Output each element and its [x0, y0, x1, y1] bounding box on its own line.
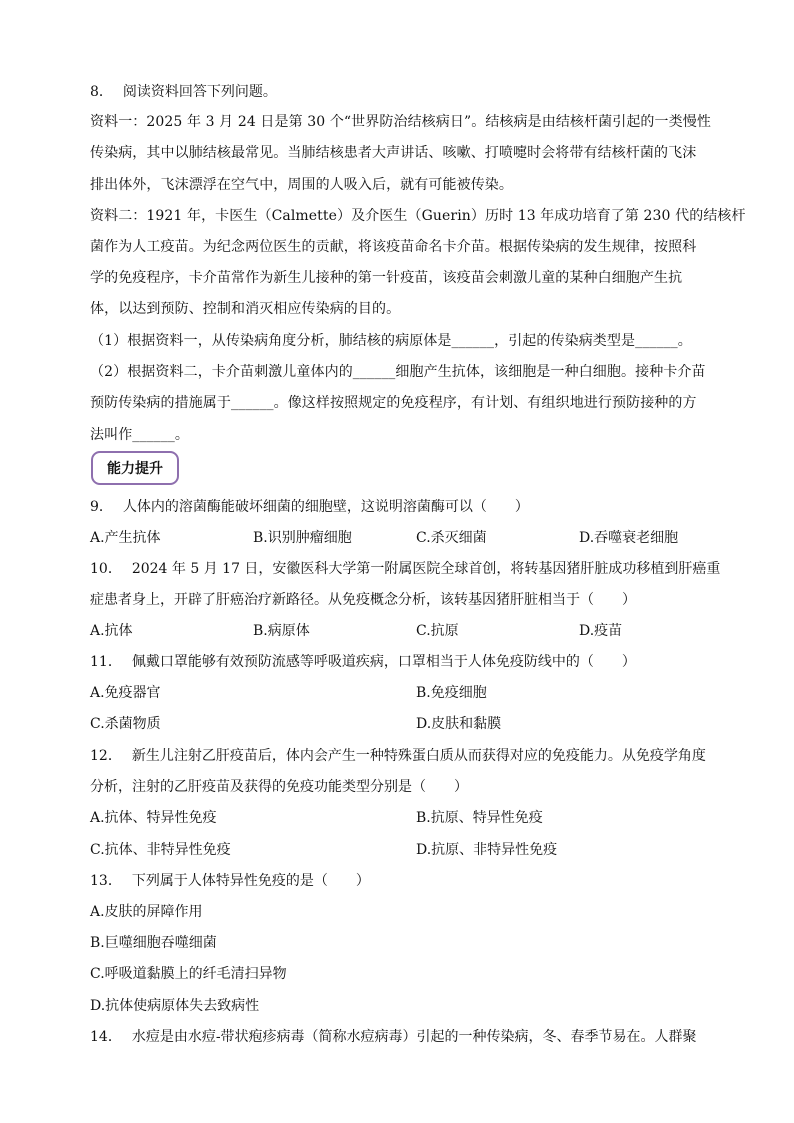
material-2-line: 学的免疫程序，卡介苗常作为新生儿接种的第一针疫苗，该疫苗会刺激儿童的某种白细胞产生抗	[90, 270, 683, 286]
option-a[interactable]: A.产生抗体	[90, 530, 161, 546]
material-1-line: 排出体外，飞沫漂浮在空气中，周围的人吸入后，就有可能被传染。	[90, 177, 513, 193]
question-10-options	[90, 621, 712, 641]
option-d[interactable]: D.吞噬衰老细胞	[579, 530, 679, 546]
question-number: 10．	[90, 561, 122, 577]
question-12-options-row-2	[90, 840, 712, 860]
material-1-line: 资料一：2025 年 3 月 24 日是第 30 个“世界防治结核病日”。结核病是由结核杆菌引起的一类慢性	[90, 114, 711, 130]
question-14-stem	[90, 1027, 712, 1047]
option-b[interactable]: B.病原体	[253, 623, 310, 639]
option-d[interactable]: D.疫苗	[579, 623, 623, 639]
question-13-stem	[90, 871, 712, 891]
question-text: 佩戴口罩能够有效预防流感等呼吸道疾病，口罩相当于人体免疫防线中的（ ）	[131, 654, 636, 670]
section-label: 能力提升	[107, 461, 163, 477]
sub-question-1: （1）根据资料一，从传染病角度分析，肺结核的病原体是______，引起的传染病类型是______。	[90, 333, 692, 349]
option-a[interactable]: A.免疫器官	[90, 685, 161, 701]
question-text: 阅读资料回答下列问题。	[122, 84, 277, 100]
option-c[interactable]	[90, 964, 712, 984]
option-a[interactable]	[90, 902, 712, 922]
question-11-stem	[90, 652, 712, 672]
option-b-text: B.巨噬细胞吞噬细菌	[90, 935, 217, 951]
question-8-stem	[90, 82, 712, 102]
material-2-line: 体，以达到预防、控制和消灭相应传染病的目的。	[90, 301, 401, 317]
sub-question-2-line: 预防传染病的措施属于______。像这样按照规定的免疫程序，有计划、有组织地进行预防接种的方	[90, 395, 697, 411]
option-b[interactable]: B.免疫细胞	[416, 685, 487, 701]
material-1-line: 传染病，其中以肺结核最常见。当肺结核患者大声讲话、咳嗽、打喷嚏时会将带有结核杆菌的飞沫	[90, 145, 697, 161]
question-11-options-row-1	[90, 683, 712, 703]
sub-question-2-line: （2）根据资料二，卡介苗刺激儿童体内的______细胞产生抗体，该细胞是一种白细胞。接种卡介苗	[90, 364, 706, 380]
material-2-line: 菌作为人工疫苗。为纪念两位医生的贡献，将该疫苗命名卡介苗。根据传染病的发生规律，按照科	[90, 239, 697, 255]
material-2-line: 资料二：1921 年，卡医生（Calmette）及介医生（Guerin）历时 13 年成功培育了第 230 代的结核杆	[90, 208, 746, 224]
option-c[interactable]: C.杀灭细菌	[416, 530, 487, 546]
option-a[interactable]: A.抗体、特异性免疫	[90, 810, 217, 826]
question-number: 8．	[90, 84, 113, 100]
question-12-stem-cont: 分析，注射的乙肝疫苗及获得的免疫功能类型分别是（ ）	[90, 779, 468, 795]
option-d[interactable]: D.皮肤和黏膜	[416, 716, 502, 732]
question-text: 水痘是由水痘-带状疱疹病毒（简称水痘病毒）引起的一种传染病，冬、春季节易在。人群聚	[131, 1029, 697, 1045]
question-10-stem	[90, 559, 721, 579]
question-9-stem	[90, 497, 712, 517]
question-text: 人体内的溶菌酶能破坏细菌的细胞壁，这说明溶菌酶可以（ ）	[122, 499, 529, 515]
option-d[interactable]: D.抗原、非特异性免疫	[416, 842, 558, 858]
option-d-text: D.抗体使病原体失去致病性	[90, 998, 260, 1014]
option-c[interactable]: C.杀菌物质	[90, 716, 161, 732]
option-b[interactable]: B.识别肿瘤细胞	[253, 530, 352, 546]
question-number: 9．	[90, 499, 113, 515]
question-text: 新生儿注射乙肝疫苗后，体内会产生一种特殊蛋白质从而获得对应的免疫能力。从免疫学角度	[131, 748, 706, 764]
option-a-text: A.皮肤的屏障作用	[90, 904, 203, 920]
question-number: 13．	[90, 873, 122, 889]
question-10-stem-cont: 症患者身上，开辟了肝癌治疗新路径。从免疫概念分析，该转基因猪肝脏相当于（ ）	[90, 592, 636, 608]
question-number: 12．	[90, 748, 122, 764]
option-c[interactable]: C.抗原	[416, 623, 459, 639]
question-12-options-row-1	[90, 808, 712, 828]
question-text: 下列属于人体特异性免疫的是（ ）	[131, 873, 370, 889]
option-d[interactable]	[90, 996, 712, 1016]
option-b[interactable]: B.抗原、特异性免疫	[416, 810, 543, 826]
sub-question-2-line: 法叫作______。	[90, 427, 189, 443]
question-text: 2024 年 5 月 17 日，安徽医科大学第一附属医院全球首创，将转基因猪肝脏成功移植到肝癌重	[131, 561, 721, 577]
question-12-stem	[90, 746, 712, 766]
question-number: 14．	[90, 1029, 122, 1045]
option-b[interactable]	[90, 933, 712, 953]
option-a[interactable]: A.抗体	[90, 623, 133, 639]
option-c[interactable]: C.抗体、非特异性免疫	[90, 842, 231, 858]
option-c-text: C.呼吸道黏膜上的纤毛清扫异物	[90, 966, 287, 982]
question-9-options	[90, 528, 712, 548]
question-11-options-row-2	[90, 714, 712, 734]
section-badge	[91, 451, 179, 485]
question-number: 11．	[90, 654, 122, 670]
